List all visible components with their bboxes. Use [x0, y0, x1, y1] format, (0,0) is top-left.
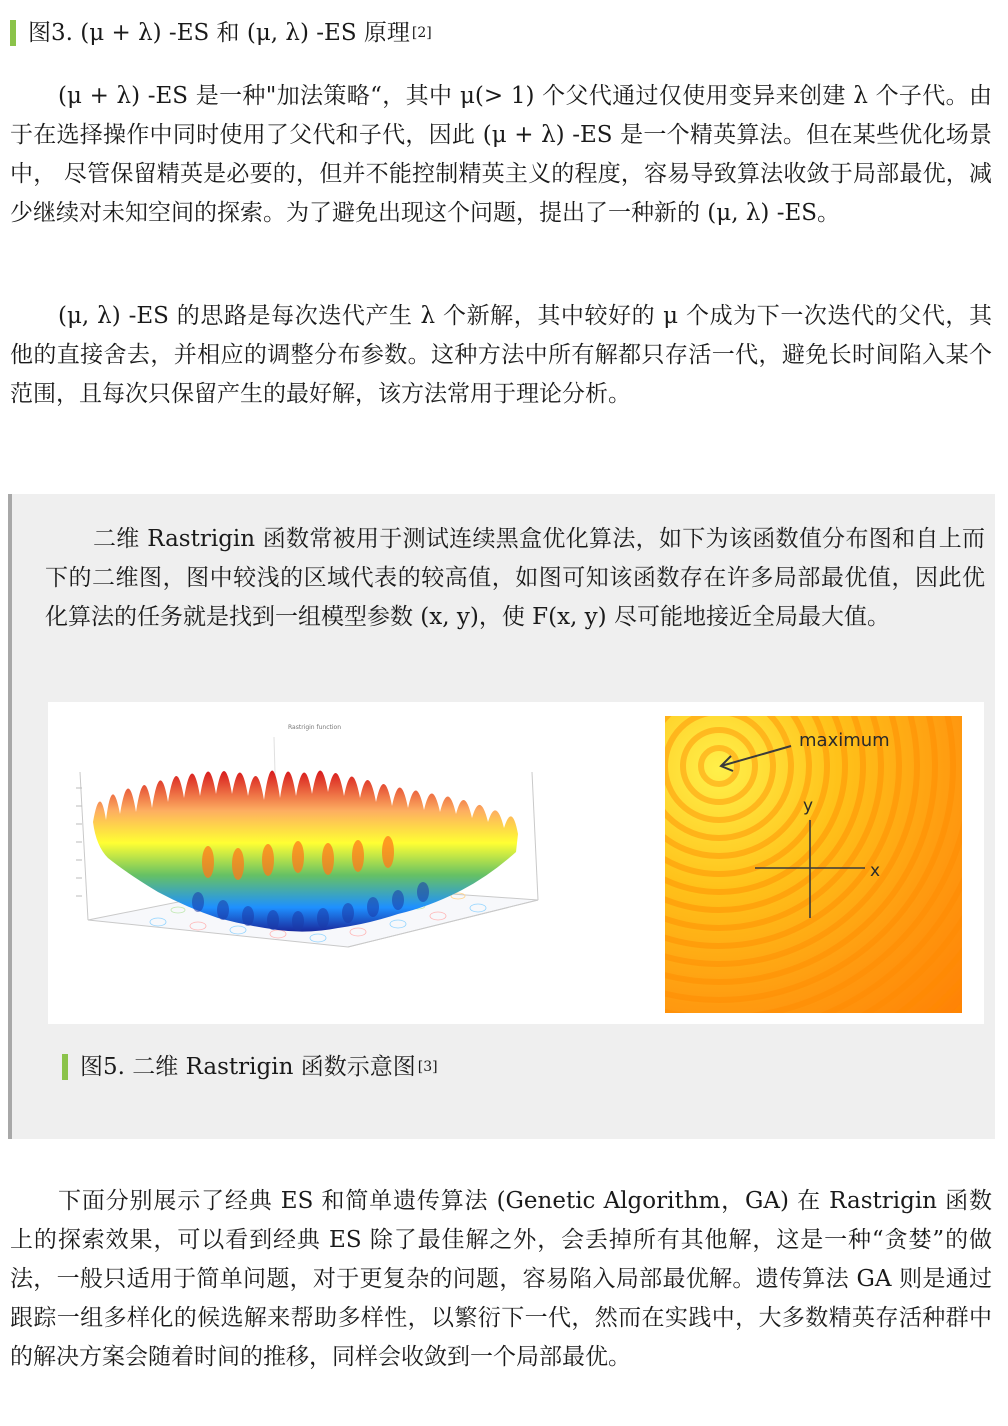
maximum-label: maximum — [799, 730, 890, 751]
paragraph-plus-strategy: (μ + λ) -ES 是一种"加法策略“，其中 μ(> 1) 个父代通过仅使用变异来创建 λ 个子代。由于在选择操作中同时使用了父代和子代，因此 (μ + λ) -ES 是一个精英算法。但在某些优化场景中， 尽管保留精英是必要的，但并不能控制精英主义的程度，容易导致算法收敛于局部最优，减少继续对未知空间的探索。为了避免出现这个问题，提出了一种新的 (μ, λ) -ES。 — [10, 83, 992, 226]
y-axis-label: y — [803, 796, 814, 816]
paragraph-block-1 — [10, 77, 992, 233]
caption-accent-bar — [62, 1054, 68, 1080]
heatmap-plot — [665, 716, 962, 1013]
surface-plot — [48, 702, 568, 1024]
rastrigin-figure — [48, 702, 984, 1024]
note-paragraph: 二维 Rastrigin 函数常被用于测试连续黑盒优化算法，如下为该函数值分布图和自上而下的二维图，图中较浅的区域代表的较高值，如图可知该函数存在许多局部最优值，因此优化算法的任务就是找到一组模型参数 (x, y)，使 F(x, y) 尽可能地接近全局最大值。 — [45, 526, 985, 630]
back-axis — [532, 772, 538, 900]
z-axis — [80, 772, 88, 920]
paragraph-block-2 — [10, 297, 992, 414]
figure5-caption-text: 图5. 二维 Rastrigin 函数示意图 — [80, 1054, 416, 1080]
note-text-block — [45, 520, 985, 637]
figure5-reference[interactable]: [3] — [417, 1059, 438, 1075]
figure5-caption — [62, 1052, 438, 1082]
paragraph-es-vs-ga: 下面分别展示了经典 ES 和简单遗传算法 (Genetic Algorithm，GA) 在 Rastrigin 函数上的探索效果，可以看到经典 ES 除了最佳解之外，会丢掉所有其他解，这是一种“贪婪”的做法，一般只适用于简单问题，对于更复杂的问题，容易陷入局部最优解。遗传算法 GA 则是通过跟踪一组多样化的候选解来帮助多样性，以繁衍下一代，然而在实践中，大多数精英存活种群中的解决方案会随着时间的推移，同样会收敛到一个局部最优。 — [10, 1188, 992, 1370]
figure3-caption — [10, 18, 432, 48]
x-axis-label: x — [870, 861, 881, 881]
rastrigin-note-box — [8, 494, 995, 1139]
surface-plot-title: Rastrigin function — [288, 724, 342, 731]
paragraph-block-3 — [10, 1182, 992, 1377]
figure3-caption-text: 图3. (μ + λ) -ES 和 (μ, λ) -ES 原理 — [28, 20, 410, 46]
caption-accent-bar — [10, 20, 16, 46]
paragraph-comma-strategy: (μ, λ) -ES 的思路是每次迭代产生 λ 个新解，其中较好的 μ 个成为下一次迭代的父代，其他的直接舍去，并相应的调整分布参数。这种方法中所有解都只存活一代，避免长时间陷入某个范围，且每次只保留产生的最好解，该方法常用于理论分析。 — [10, 303, 992, 407]
z-axis-ticks — [76, 788, 82, 896]
figure3-reference[interactable]: [2] — [411, 25, 432, 41]
